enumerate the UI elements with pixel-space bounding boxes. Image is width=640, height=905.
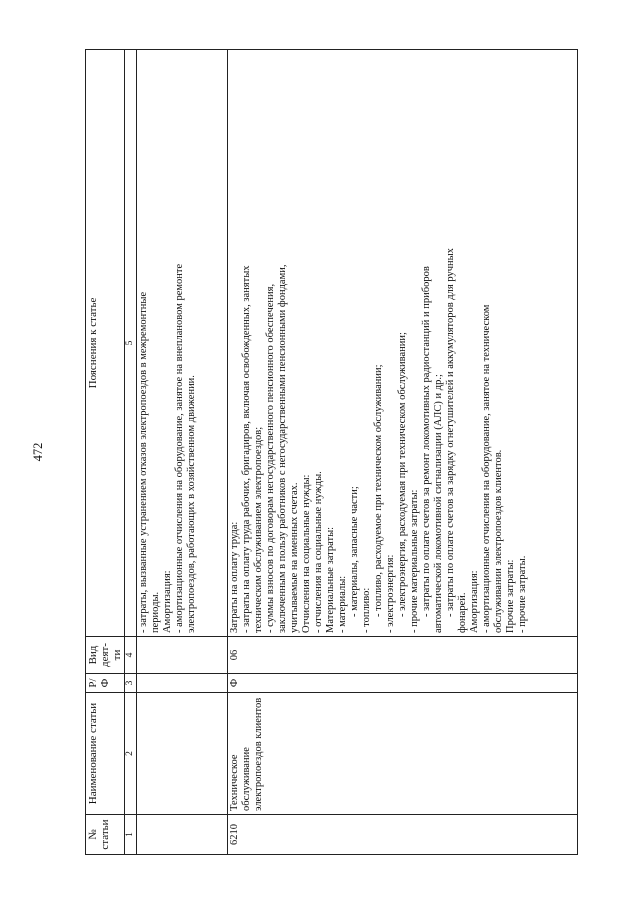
explanation-line: Отчисления на социальные нужды: <box>301 474 312 633</box>
explanation-line: - отчисления на социальные нужды. <box>313 471 324 633</box>
explanation-line: Прочие затраты: <box>505 559 516 633</box>
explanation-line: - материалы, запасные части; <box>349 486 360 617</box>
column-number: 5 <box>125 50 137 637</box>
explanation-line: - электроэнергия: <box>385 554 396 633</box>
header-explanations: Пояснения к статье <box>86 50 125 637</box>
explanation-line: - материалы: <box>337 575 348 633</box>
explanation-line: - прочие затраты. <box>517 555 528 633</box>
continuation-explanation <box>137 50 228 637</box>
explanation-line: Амортизация: <box>162 570 173 633</box>
explanation-line: периоды. <box>150 591 161 633</box>
article-code: 6210 <box>228 815 578 855</box>
header-article-name: Наименование статьи <box>86 693 125 815</box>
explanation-line: Затраты на оплату труда: <box>229 521 240 633</box>
explanation-line: фонарей. <box>457 592 468 633</box>
header-activity-type: Вид деят-ти <box>86 637 125 674</box>
continuation-empty-cell <box>137 674 228 693</box>
column-number: 3 <box>125 674 137 693</box>
explanation-line: - электроэнергия, расходуемая при техническом обслуживании; <box>397 332 408 617</box>
header-rf: Р/ Ф <box>86 674 125 693</box>
explanation-line: электропоездов, работающих в хозяйственном движении. <box>186 375 197 633</box>
explanation-line: учитываемые на именных счетах. <box>289 482 300 633</box>
article-name: Техническое обслуживание электропоездов клиентов <box>228 693 578 815</box>
column-number: 4 <box>125 637 137 674</box>
continuation-empty-cell <box>137 815 228 855</box>
explanation-line: Материальные затраты: <box>325 526 336 633</box>
explanation-line: заключенным в пользу работников с негосударственными пенсионными фондами, <box>277 264 288 633</box>
articles-table <box>85 49 578 855</box>
table-header-row <box>86 50 125 855</box>
table-row-continuation <box>137 50 228 855</box>
explanation-line: обслуживании электропоездов клиентов. <box>493 449 504 633</box>
explanation-line: - затраты, вызванные устранением отказов электропоездов в межремонтные <box>138 291 149 633</box>
table-row-6210 <box>228 50 578 855</box>
article-explanation <box>228 50 578 637</box>
page-number: 472 <box>31 442 45 462</box>
explanation-line: - затраты по оплате счетов за ремонт локомотивных радиостанций и приборов <box>421 266 432 617</box>
continuation-empty-cell <box>137 637 228 674</box>
explanation-line: техническим обслуживанием электропоездов; <box>253 426 264 633</box>
rotated-page-content <box>85 50 578 855</box>
explanation-line: - суммы взносов по договорам негосударственного пенсионного обеспечения, <box>265 283 276 633</box>
explanation-line: - затраты по оплате счетов за зарядку огнетушителей и аккумуляторов для ручных <box>445 248 456 617</box>
explanation-line: - амортизационные отчисления на оборудование, занятое на техническом <box>481 304 492 633</box>
column-number: 2 <box>125 693 137 815</box>
explanation-line: - прочие материальные затраты: <box>409 489 420 633</box>
column-number-row <box>125 50 137 855</box>
explanation-line: - затраты на оплату труда рабочих, бригадиров, включая освобожденных, занятых <box>241 265 252 633</box>
explanation-line: - топливо: <box>361 587 372 633</box>
column-number: 1 <box>125 815 137 855</box>
explanation-line: Амортизация: <box>469 570 480 633</box>
continuation-empty-cell <box>137 693 228 815</box>
explanation-line: - амортизационные отчисления на оборудование, занятое на внеплановом ремонте <box>174 263 185 633</box>
header-article-number: № статьи <box>86 815 125 855</box>
explanation-lines <box>229 53 529 633</box>
article-rf: Ф <box>228 674 578 693</box>
article-activity: 06 <box>228 637 578 674</box>
explanation-line: автоматической локомотивной сигнализации (АЛС) и др.; <box>433 374 444 633</box>
explanation-lines <box>138 53 198 633</box>
explanation-line: - топливо, расходуемое при техническом обслуживании; <box>373 364 384 617</box>
